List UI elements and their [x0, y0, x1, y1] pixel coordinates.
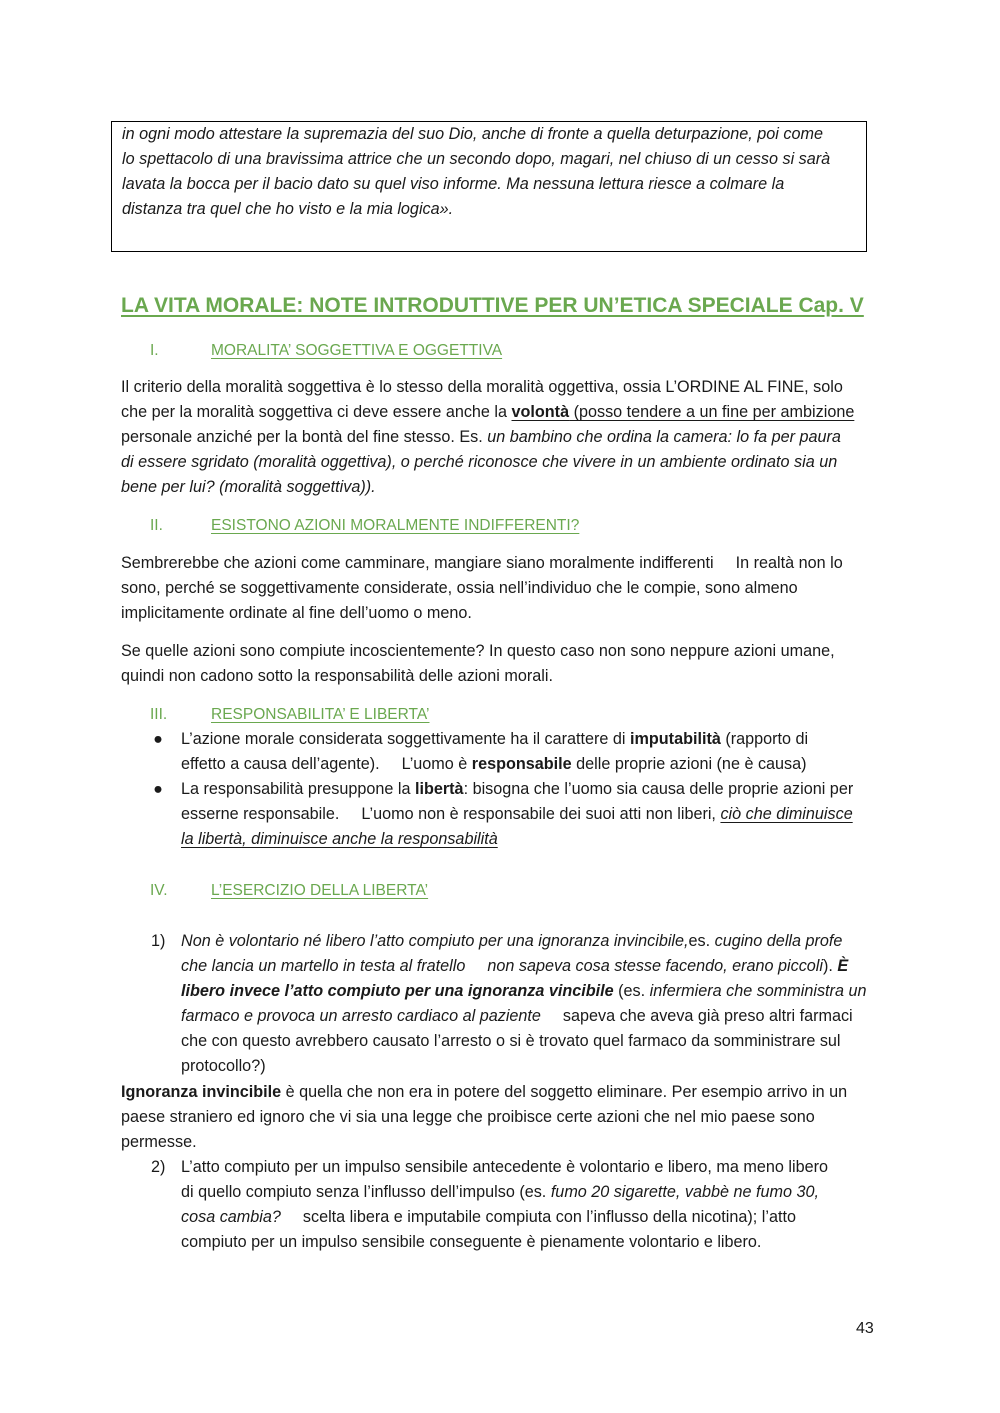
- text-line: Non è volontario né libero l’atto compiuto per una ignoranza invincibile,es. cugino della profe: [181, 932, 843, 950]
- text-line: la libertà, diminuisce anche la responsabilità: [181, 830, 498, 848]
- item-number: 1): [151, 932, 166, 950]
- text-line: La responsabilità presuppone la libertà: bisogna che l’uomo sia causa delle proprie azioni per: [181, 780, 854, 798]
- paragraph-indifferenti: [121, 551, 883, 626]
- item-text: [181, 929, 881, 1079]
- text-line: compiuto per un impulso sensibile conseguente è pienamente volontario e libero.: [181, 1233, 762, 1251]
- quote-line: distanza tra quel che ho visto e la mia logica».: [122, 200, 454, 218]
- text-line: implicitamente ordinate al fine dell’uomo o meno.: [121, 604, 472, 622]
- bullet-item: [0, 727, 1000, 777]
- text-line: che con questo avrebbero causato l’arresto o si è trovato quel farmaco da somministrare sul: [181, 1032, 841, 1050]
- keyword-imputabilita: imputabilità: [630, 730, 721, 748]
- section-label: L’ESERCIZIO DELLA LIBERTA’: [211, 882, 429, 899]
- section-number: III.: [150, 706, 168, 723]
- bullet-item: [0, 777, 1000, 852]
- numbered-item: [0, 929, 1000, 1079]
- text-line: esserne responsabile. L’uomo non è responsabile dei suoi atti non liberi, ciò che diminuisce: [181, 805, 853, 823]
- text-line: sono, perché se soggettivamente considerate, ossia nell’individuo che le compie, sono almeno: [121, 579, 798, 597]
- quote-text: [122, 122, 830, 222]
- text-line: quindi non cadono sotto la responsabilità delle azioni morali.: [121, 667, 553, 685]
- text-line: effetto a causa dell’agente). L’uomo è responsabile delle proprie azioni (ne è causa): [181, 755, 807, 773]
- section-number: I.: [150, 342, 159, 359]
- section-heading-3: [150, 702, 650, 727]
- text-line: permesse.: [121, 1133, 197, 1151]
- section-number: IV.: [150, 882, 168, 899]
- quote-line: lo spettacolo di una bravissima attrice che un secondo dopo, magari, nel chiuso di un cesso si sarà: [122, 150, 831, 168]
- paragraph-moralita: [121, 375, 883, 500]
- keyword-ignoranza-invincibile: Ignoranza invincibile: [121, 1083, 282, 1101]
- text-line: L’atto compiuto per un impulso sensibile antecedente è volontario e libero, ma meno libero: [181, 1158, 828, 1176]
- text-line: di essere sgridato (moralità oggettiva), o perché riconosce che vivere in un ambiente ordinato sia un: [121, 453, 838, 471]
- text-line: bene per lui? (moralità soggettiva)).: [121, 478, 376, 496]
- quote-line: in ogni modo attestare la supremazia del suo Dio, anche di fronte a quella deturpazione, poi come: [122, 125, 823, 143]
- text-line: protocollo?): [181, 1057, 266, 1075]
- paragraph-ignoranza: [121, 1080, 883, 1155]
- section-number: II.: [150, 517, 163, 534]
- text-line: farmaco e provoca un arresto cardiaco al paziente sapeva che aveva già preso altri farmaci: [181, 1007, 853, 1025]
- section-label: ESISTONO AZIONI MORALMENTE INDIFFERENTI?: [211, 517, 580, 534]
- text-line: Ignoranza invincibile è quella che non era in potere del soggetto eliminare. Per esempio arrivo in un: [121, 1083, 848, 1101]
- keyword-volonta: volontà: [511, 403, 570, 421]
- text-line: che lancia un martello in testa al fratello non sapeva cosa stesse facendo, erano piccoli). È: [181, 957, 849, 975]
- bullet-text: [181, 727, 881, 777]
- bullet-marker: ●: [153, 780, 163, 798]
- keyword-liberta: libertà: [414, 780, 464, 798]
- quote-line: lavata la bocca per il bacio dato su quel viso informe. Ma nessuna lettura riesce a colmare la: [122, 175, 785, 193]
- chapter-title: LA VITA MORALE: NOTE INTRODUTTIVE PER UN’ETICA SPECIALE Cap. V: [121, 294, 864, 317]
- text-line: cosa cambia? scelta libera e imputabile compiuta con l’influsso della nicotina); l’atto: [181, 1208, 796, 1226]
- paragraph-incoscienti: [121, 639, 883, 689]
- text-line: libero invece l’atto compiuto per una ignoranza vincibile (es. infermiera che somministra un: [181, 982, 867, 1000]
- numbered-item: [0, 1155, 1000, 1255]
- item-number: 2): [151, 1158, 166, 1176]
- item-text: [181, 1155, 881, 1255]
- bullet-marker: ●: [153, 730, 163, 748]
- text-line: Il criterio della moralità soggettiva è lo stesso della moralità oggettiva, ossia L’ORDINE AL FINE, solo: [121, 378, 843, 396]
- text-line: Sembrerebbe che azioni come camminare, mangiare siano moralmente indifferenti In realtà non lo: [121, 554, 843, 572]
- text-line: Se quelle azioni sono compiute incoscientemente? In questo caso non sono neppure azioni umane,: [121, 642, 835, 660]
- section-label: RESPONSABILITA’ E LIBERTA’: [211, 706, 430, 723]
- text-line: che per la moralità soggettiva ci deve essere anche la volontà (posso tendere a un fine per ambizione: [121, 403, 855, 421]
- page-number: 43: [856, 1320, 874, 1337]
- quote-box: [111, 121, 867, 252]
- section-heading-1: [150, 338, 650, 363]
- section-label: MORALITA’ SOGGETTIVA E OGGETTIVA: [211, 342, 503, 359]
- text-line: paese straniero ed ignoro che vi sia una legge che proibisce certe azioni che nel mio paese sono: [121, 1108, 815, 1126]
- bullet-text: [181, 777, 881, 852]
- section-heading-4: [150, 878, 650, 903]
- text-line: di quello compiuto senza l’influsso dell’impulso (es. fumo 20 sigarette, vabbè ne fumo 30,: [181, 1183, 819, 1201]
- keyword-responsabile: responsabile: [471, 755, 572, 773]
- text-line: L’azione morale considerata soggettivamente ha il carattere di imputabilità (rapporto di: [181, 730, 809, 748]
- text-line: personale anziché per la bontà del fine stesso. Es. un bambino che ordina la camera: lo fa per paura: [121, 428, 841, 446]
- section-heading-2: [150, 513, 650, 538]
